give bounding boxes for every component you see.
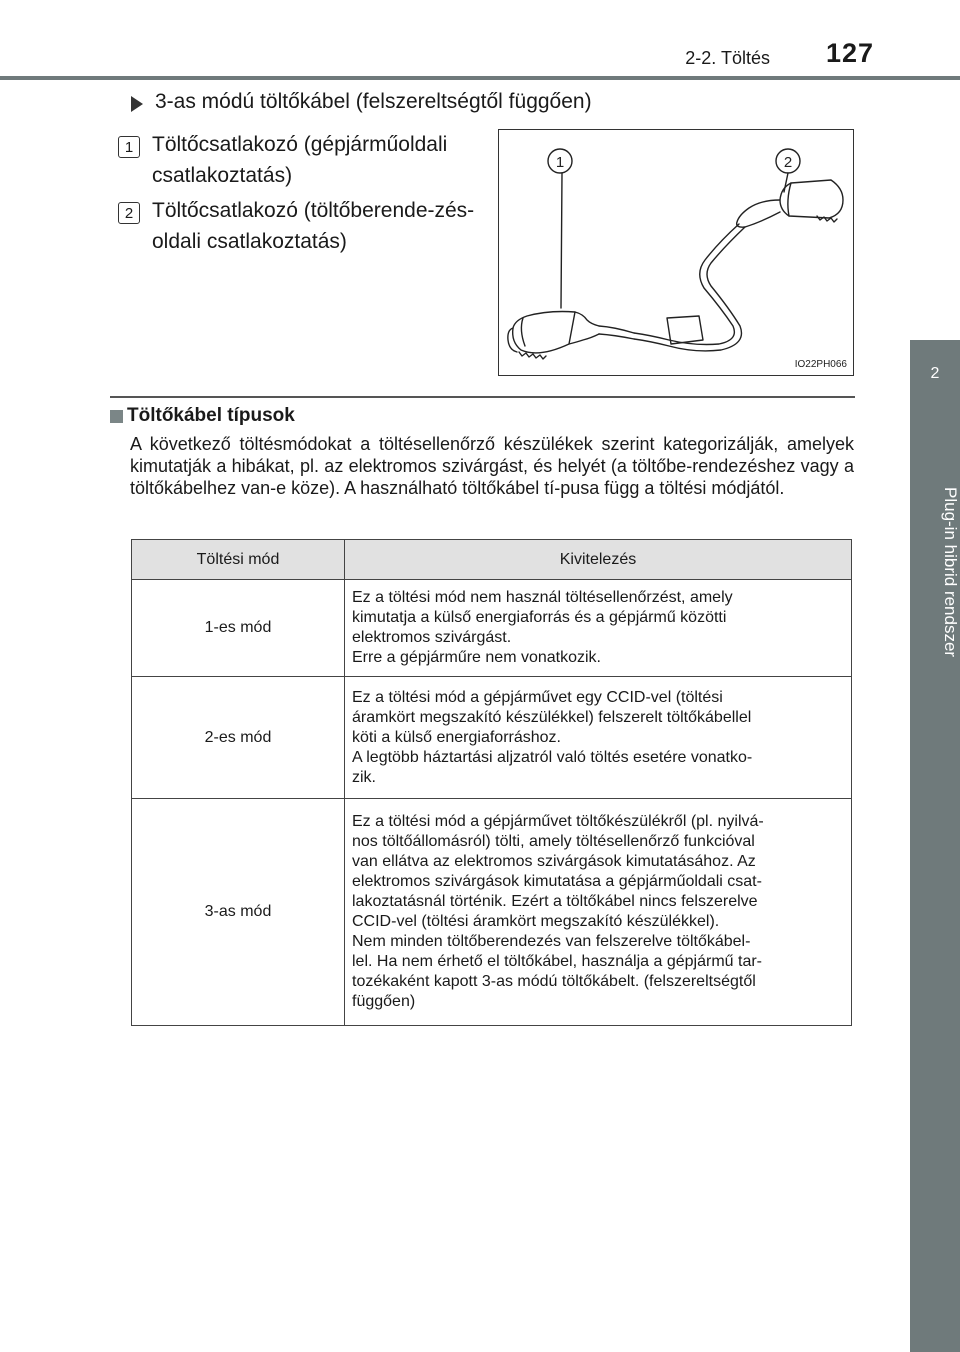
section-rule	[110, 396, 855, 398]
header-rule	[0, 76, 960, 80]
description-line: elektromos szivárgások kimutatása a gépjárműoldali csat-	[352, 873, 762, 890]
description-line: áramkört megszakító készülékkel) felszerelt töltőkábellel	[352, 708, 752, 726]
table-header-row	[132, 540, 852, 580]
column-header-implementation: Kivitelezés	[345, 540, 852, 580]
description-line: lel. Ha nem érhető el töltőkábel, használja a gépjármű tar-	[352, 953, 762, 970]
evse-connector-head	[780, 180, 843, 218]
description-line: zik.	[352, 768, 376, 786]
figure-label-1: 1	[555, 154, 565, 171]
mode-cell: 3-as mód	[132, 799, 345, 1026]
mode-cell: 1-es mód	[132, 580, 345, 677]
description-line: elektromos szivárgást.	[352, 629, 512, 646]
description-line: köti a külső energiaforráshoz.	[352, 728, 561, 746]
section-body: A következő töltésmódokat a töltésellenőrző készülékek szerint kategorizálják, amelyek kimutatják a hibákat, pl. az elektromos szivárgást, és helyét (a töltőbe-rendezéshez vagy a töltőkábelhez van-e köze). A használható töltőkábel tí-pusa függ a töltési módjától.	[130, 434, 854, 498]
description-line: Nem minden töltőberendezés van felszerelve töltőkábel-	[352, 933, 751, 950]
chapter-number: 2	[930, 365, 940, 382]
description-line: függően)	[352, 993, 416, 1010]
description-line: lakoztatásnál történik. Ezért a töltőkábel nincs felszerelve	[352, 893, 758, 910]
chapter-title: Plug-in hibrid rendszer	[941, 486, 960, 658]
callout-text-1: Töltőcsatlakozó (gépjárműoldali csatlakoztatás)	[152, 133, 448, 187]
callout-text-2: Töltőcsatlakozó (töltőberende-zés-oldali csatlakoztatás)	[152, 199, 475, 253]
intro-title: 3-as módú töltőkábel (felszereltségtől függően)	[155, 90, 592, 113]
description-line: Ez a töltési mód a gépjárművet egy CCID-vel (töltési	[352, 688, 723, 706]
leader-line-1	[561, 173, 562, 308]
description-line: nos töltőállomásról) tölti, amely töltésellenőrző funkcióval	[352, 833, 755, 850]
callout-number-2: 2	[118, 202, 140, 224]
description-line: kimutatja a külső energiaforrás és a gépjármű közötti	[352, 609, 727, 626]
description-line: tozékaként kapott 3-as módú töltőkábelt. (felszereltségtől	[352, 973, 756, 990]
callout-number-1: 1	[118, 136, 140, 158]
table-row	[132, 677, 852, 799]
description-line: CCID-vel (töltési áramkört megszakító készülékkel).	[352, 913, 720, 930]
description-line: van ellátva az elektromos szivárgások kimutatásához. Az	[352, 853, 756, 870]
mode-cell: 2-es mód	[132, 677, 345, 799]
charging-modes-table	[131, 539, 852, 1026]
control-box	[667, 316, 703, 344]
description-cell	[345, 677, 852, 799]
description-line: Ez a töltési mód nem használ töltésellenőrzést, amely	[352, 589, 733, 606]
description-line: A legtöbb háztartási aljzatról való töltés esetére vonatko-	[352, 748, 753, 766]
chapter-tab	[910, 340, 960, 436]
description-line: Erre a gépjárműre nem vonatkozik.	[352, 649, 601, 666]
leader-line-2	[784, 173, 788, 192]
table-row	[132, 799, 852, 1026]
running-header-section: 2-2. Töltés	[685, 48, 770, 68]
table-row	[132, 580, 852, 677]
bullet-arrow-icon	[131, 96, 143, 112]
page-number: 127	[825, 38, 875, 68]
description-line: Ez a töltési mód a gépjárművet töltőkészülékről (pl. nyilvá-	[352, 813, 764, 830]
charging-cable-illustration	[498, 129, 854, 376]
charging-cable-drawing	[499, 130, 853, 375]
description-cell	[345, 580, 852, 677]
column-header-mode: Töltési mód	[132, 540, 345, 580]
section-marker-icon	[110, 410, 123, 423]
section-title: Töltőkábel típusok	[127, 405, 295, 426]
figure-label-2: 2	[783, 154, 793, 171]
description-cell	[345, 799, 852, 1026]
figure-code: IO22PH066	[794, 359, 847, 370]
